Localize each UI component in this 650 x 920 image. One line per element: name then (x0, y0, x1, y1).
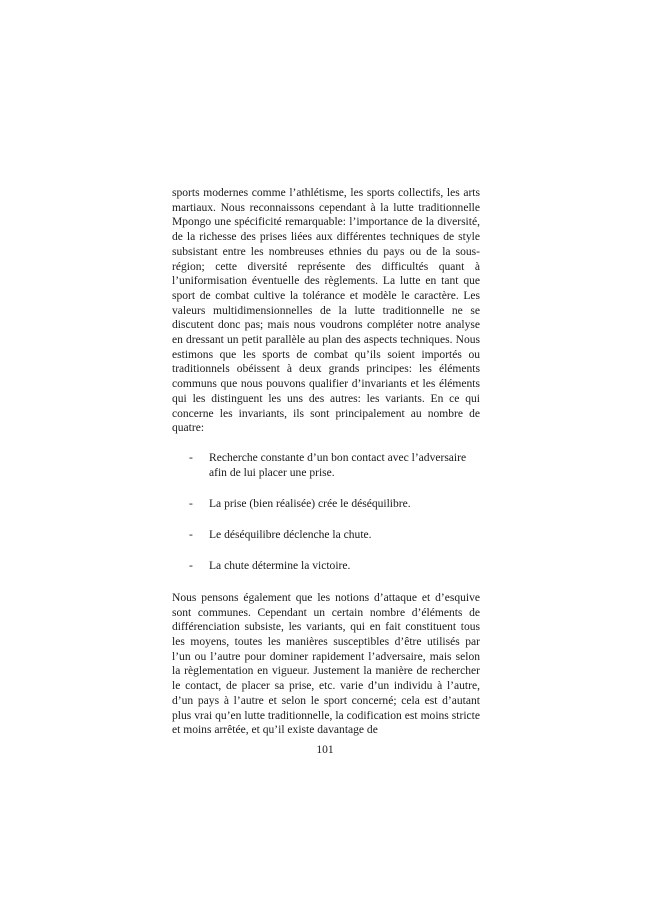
list-item (172, 497, 480, 512)
bullet-dash: - (189, 560, 193, 573)
bullet-dash: - (189, 529, 193, 542)
bullet-dash: - (189, 497, 193, 510)
paragraph-1: sports modernes comme l’athlétisme, les sports collectifs, les arts martiaux. Nous reconnaissons cependant à la lutte traditionnelle Mpongo une spécificité remarquable: l’importance de la diversité, de la richesse des prises liées aux différentes techniques de style subsistant entre les nombreuses ethnies du pays ou de la sous-région; cette diversité représente des difficultés quant à l’uniformisation éventuelle des règlements. La lutte en tant que sport de combat cultive la tolérance et modèle le caractère. Les valeurs multidimensionnelles de la lutte traditionnelle ne se discutent donc pas; mais nous voudrons compléter notre analyse en dressant un petit parallèle au plan des aspects techniques. Nous estimons que les sports de combat qu’ils soient importés ou traditionnels obéissent à deux grands principes: les éléments communs que nous pouvons qualifier d’invariants et les éléments qui les distinguent les uns des autres: les variants. En ce qui concerne les invariants, ils sont principalement au nombre de quatre: (172, 187, 480, 435)
list-item (172, 451, 480, 480)
list-item-text: La chute détermine la victoire. (209, 560, 351, 573)
list-item-text: Recherche constante d’un bon contact avec l’adversaire afin de lui placer une prise. (209, 451, 467, 479)
page-number: 101 (316, 744, 334, 756)
list-item (172, 528, 480, 543)
list-item (172, 559, 480, 574)
paragraph-2: Nous pensons également que les notions d’attaque et d’esquive sont communes. Cependant un certain nombre d’éléments de différenciation subsiste, les variants, qui en fait constituent tous les moyens, toutes les manières susceptibles d’être utilisés par l’un ou l’autre pour dominer rapidement l’adversaire, mais selon la règlementation en vigueur. Justement la manière de rechercher le contact, de placer sa prise, etc. varie d’un individu à l’autre, d’un pays à l’autre et selon le sport concerné; cela est d’autant plus vrai qu’en lutte traditionnelle, la codification est moins stricte et moins arrêtée, et qu’il existe davantage de (172, 591, 480, 737)
list-item-text: La prise (bien réalisée) crée le déséquilibre. (209, 497, 411, 510)
bullet-dash: - (189, 451, 193, 464)
invariants-list (172, 451, 480, 574)
list-item-text: Le déséquilibre déclenche la chute. (209, 529, 372, 542)
body-text (172, 186, 480, 738)
